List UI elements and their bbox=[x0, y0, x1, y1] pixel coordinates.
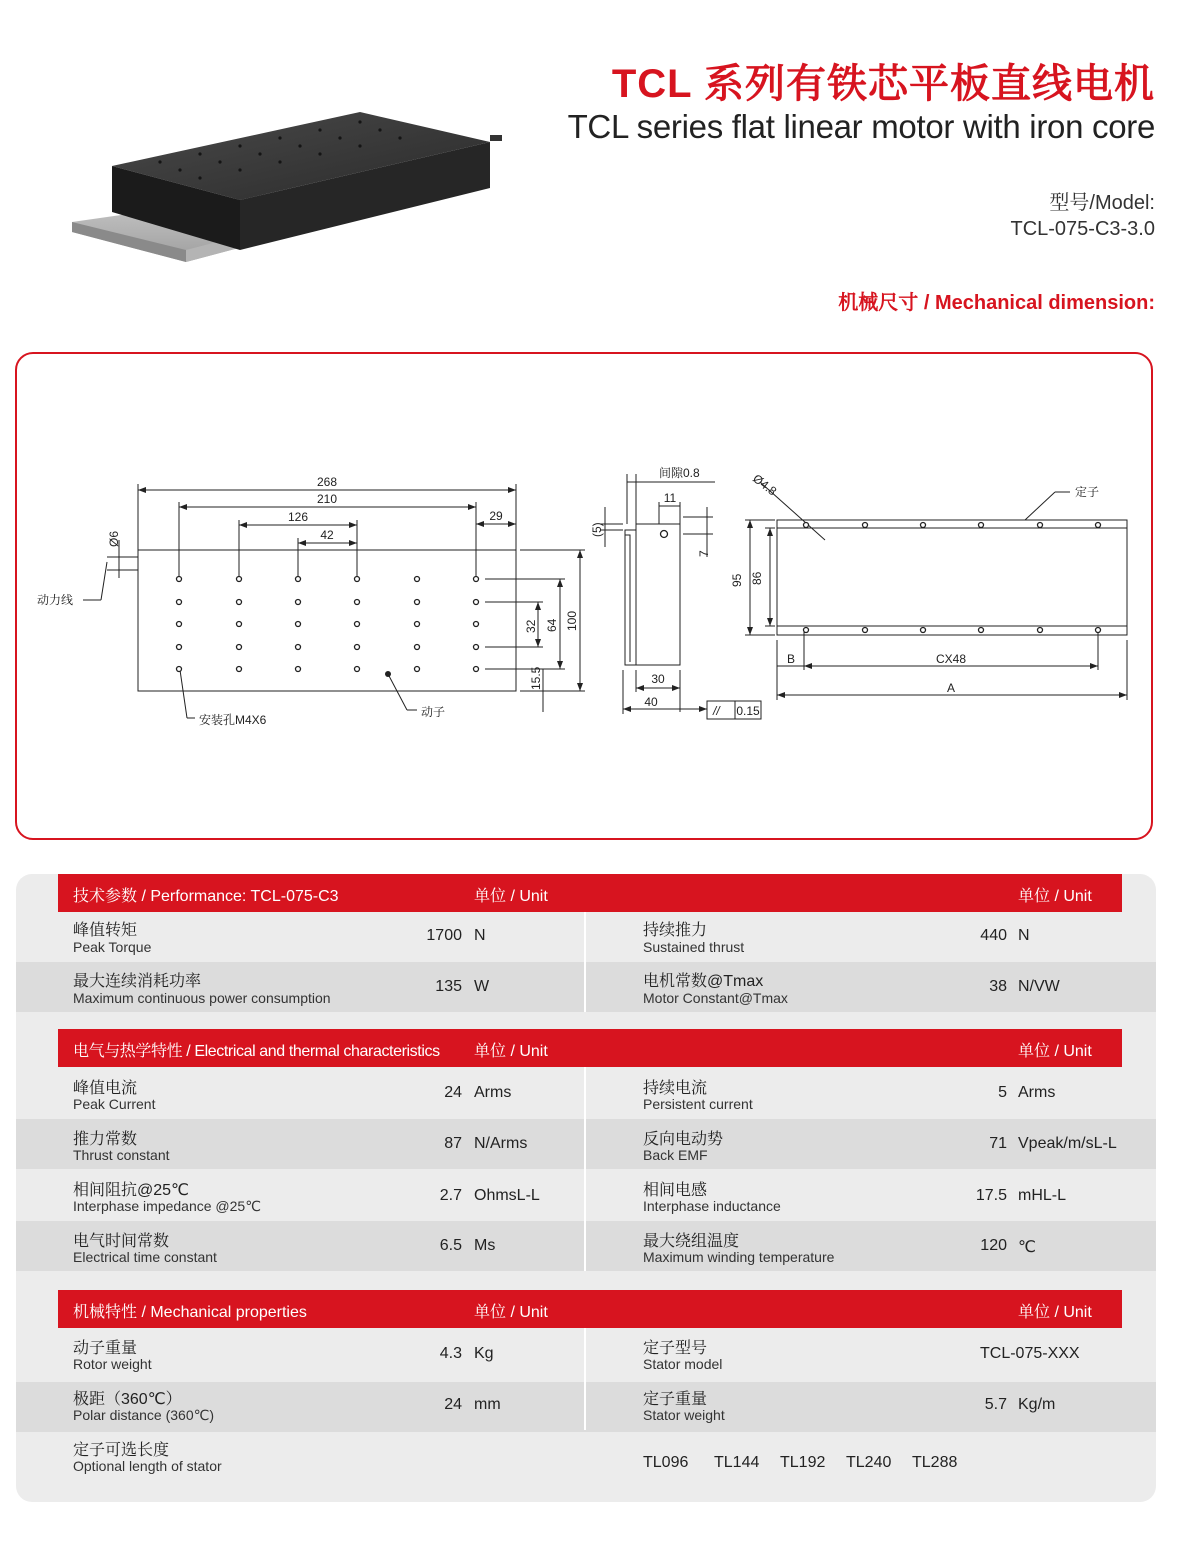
param-unit: Ms bbox=[474, 1237, 496, 1254]
stator-length-option: TL288 bbox=[912, 1454, 958, 1471]
param-cn: 定子型号 bbox=[643, 1340, 708, 1357]
dim-64: 64 bbox=[545, 618, 559, 632]
param-value: 6.5 bbox=[439, 1237, 462, 1254]
model-value: TCL-075-C3-3.0 bbox=[1010, 218, 1155, 240]
param-cn: 相间电感 bbox=[643, 1182, 708, 1199]
page-title-cn: TCL 系列有铁芯平板直线电机 bbox=[611, 62, 1155, 106]
column-divider bbox=[584, 1328, 586, 1430]
dim-126: 126 bbox=[287, 510, 309, 524]
param-unit: Vpeak/m/sL-L bbox=[1018, 1135, 1117, 1152]
param-value: 5 bbox=[998, 1084, 1007, 1101]
param-cn: 持续推力 bbox=[643, 922, 708, 939]
param-value: 87 bbox=[444, 1135, 462, 1152]
param-en: Rotor weight bbox=[73, 1356, 152, 1372]
param-unit: W bbox=[474, 978, 490, 995]
dim-32: 32 bbox=[524, 619, 538, 633]
stator-length-option: TL192 bbox=[780, 1454, 826, 1471]
param-en: Thrust constant bbox=[73, 1147, 170, 1163]
param-en: Interphase inductance bbox=[643, 1198, 781, 1214]
param-unit: Kg/m bbox=[1018, 1396, 1056, 1413]
param-cn: 峰值转矩 bbox=[73, 922, 138, 939]
performance-header bbox=[58, 874, 1122, 912]
mechanical-title: 机械特性 / Mechanical properties bbox=[73, 1304, 307, 1321]
param-value: 4.3 bbox=[439, 1345, 462, 1362]
param-en: Maximum continuous power consumption bbox=[73, 990, 331, 1006]
param-cn: 最大绕组温度 bbox=[643, 1233, 740, 1250]
unit-header-left: 单位 / Unit bbox=[474, 888, 548, 905]
dim-268: 268 bbox=[316, 475, 338, 489]
unit-header-right: 单位 / Unit bbox=[1018, 1043, 1092, 1060]
param-cn: 动子重量 bbox=[73, 1340, 138, 1357]
param-unit: N bbox=[474, 927, 486, 944]
unit-header-right: 单位 / Unit bbox=[1018, 888, 1092, 905]
param-en: Electrical time constant bbox=[73, 1249, 217, 1265]
dim-7: 7 bbox=[697, 550, 711, 557]
param-cn: 相间阻抗@25℃ bbox=[73, 1182, 190, 1199]
electrical-header bbox=[58, 1029, 1122, 1067]
dim-cx48: CX48 bbox=[935, 652, 967, 666]
param-cn: 持续电流 bbox=[643, 1080, 708, 1097]
dim-5: (5) bbox=[590, 522, 604, 537]
dim-15-5: 15.5 bbox=[529, 666, 543, 690]
param-unit: Arms bbox=[1018, 1084, 1056, 1101]
stator-length-en: Optional length of stator bbox=[73, 1458, 222, 1474]
stator-length-option: TL096 bbox=[643, 1454, 689, 1471]
param-value: 71 bbox=[989, 1135, 1007, 1152]
param-cn: 电气时间常数 bbox=[73, 1233, 170, 1250]
param-value: 120 bbox=[980, 1237, 1007, 1254]
electrical-title: 电气与热学特性 / Electrical and thermal characteristics bbox=[73, 1043, 440, 1060]
rotor-label: 动子 bbox=[421, 705, 446, 719]
param-value: 1700 bbox=[426, 927, 462, 944]
param-cn: 定子重量 bbox=[643, 1391, 708, 1408]
stator-label: 定子 bbox=[1075, 485, 1100, 499]
param-en: Peak Current bbox=[73, 1096, 156, 1112]
param-value: 5.7 bbox=[984, 1396, 1007, 1413]
param-en: Persistent current bbox=[643, 1096, 753, 1112]
stator-model-value: TCL-075-XXX bbox=[980, 1345, 1080, 1362]
mechanical-header bbox=[58, 1290, 1122, 1328]
dim-42: 42 bbox=[320, 528, 334, 542]
param-en: Sustained thrust bbox=[643, 939, 745, 955]
param-unit: mm bbox=[474, 1396, 501, 1413]
param-unit: Kg bbox=[474, 1345, 494, 1362]
performance-title: 技术参数 / Performance: TCL-075-C3 bbox=[73, 888, 339, 905]
stator-length-cn: 定子可选长度 bbox=[73, 1442, 170, 1459]
dim-29: 29 bbox=[489, 509, 503, 523]
param-value: 24 bbox=[444, 1084, 462, 1101]
dim-40: 40 bbox=[644, 695, 658, 709]
unit-header-right: 单位 / Unit bbox=[1018, 1304, 1092, 1321]
mount-hole-label: 安装孔M4X6 bbox=[199, 713, 267, 727]
param-en: Interphase impedance @25℃ bbox=[73, 1198, 261, 1214]
param-en: Maximum winding temperature bbox=[643, 1249, 835, 1265]
param-unit: Arms bbox=[474, 1084, 512, 1101]
param-cn: 最大连续消耗功率 bbox=[73, 973, 202, 990]
dim-phi4-8: Ø4.8 bbox=[750, 471, 780, 499]
mechanical-drawing bbox=[15, 352, 1153, 840]
stator-length-option: TL144 bbox=[714, 1454, 760, 1471]
dim-phi6: Ø6 bbox=[107, 530, 121, 547]
param-en: Stator model bbox=[643, 1356, 723, 1372]
dim-210: 210 bbox=[316, 492, 338, 506]
flatness-symbol: // bbox=[713, 704, 720, 718]
param-cn: 极距（360℃） bbox=[73, 1391, 182, 1408]
unit-header-left: 单位 / Unit bbox=[474, 1304, 548, 1321]
unit-header-left: 单位 / Unit bbox=[474, 1043, 548, 1060]
dim-a: A bbox=[946, 681, 956, 695]
column-divider bbox=[584, 912, 586, 1012]
param-cn: 推力常数 bbox=[73, 1131, 138, 1148]
dim-b: B bbox=[786, 652, 796, 666]
power-cable-label: 动力线 bbox=[37, 593, 74, 607]
column-divider bbox=[584, 1067, 586, 1271]
dim-86: 86 bbox=[750, 571, 764, 585]
param-cn: 反向电动势 bbox=[643, 1131, 724, 1148]
dim-100: 100 bbox=[565, 610, 579, 631]
param-unit: N bbox=[1018, 927, 1030, 944]
param-value: 440 bbox=[980, 927, 1007, 944]
param-en: Stator weight bbox=[643, 1407, 725, 1423]
param-en: Motor Constant@Tmax bbox=[643, 990, 788, 1006]
param-unit: N/VW bbox=[1018, 978, 1060, 995]
stator-length-option: TL240 bbox=[846, 1454, 892, 1471]
mechanical-dimension-label: 机械尺寸 / Mechanical dimension: bbox=[838, 292, 1155, 314]
param-value: 24 bbox=[444, 1396, 462, 1413]
param-cn: 电机常数@Tmax bbox=[643, 973, 764, 990]
param-en: Back EMF bbox=[643, 1147, 708, 1163]
dim-95: 95 bbox=[730, 573, 744, 587]
gap-label: 间隙0.8 bbox=[659, 466, 700, 480]
param-unit: N/Arms bbox=[474, 1135, 528, 1152]
param-value: 17.5 bbox=[975, 1187, 1007, 1204]
product-image bbox=[60, 100, 520, 290]
page-title-en: TCL series flat linear motor with iron core bbox=[567, 108, 1155, 145]
param-value: 38 bbox=[989, 978, 1007, 995]
model-label: 型号/Model: bbox=[1049, 192, 1155, 214]
dim-30: 30 bbox=[651, 672, 665, 686]
param-unit: ℃ bbox=[1018, 1239, 1036, 1256]
param-value: 135 bbox=[435, 978, 462, 995]
param-unit: OhmsL-L bbox=[474, 1187, 540, 1204]
param-unit: mHL-L bbox=[1018, 1187, 1067, 1204]
dim-11: 11 bbox=[663, 491, 677, 505]
param-en: Polar distance (360℃) bbox=[73, 1407, 215, 1423]
param-en: Peak Torque bbox=[73, 939, 152, 955]
param-cn: 峰值电流 bbox=[73, 1080, 138, 1097]
flatness-value: 0.15 bbox=[736, 704, 760, 718]
param-value: 2.7 bbox=[439, 1187, 462, 1204]
